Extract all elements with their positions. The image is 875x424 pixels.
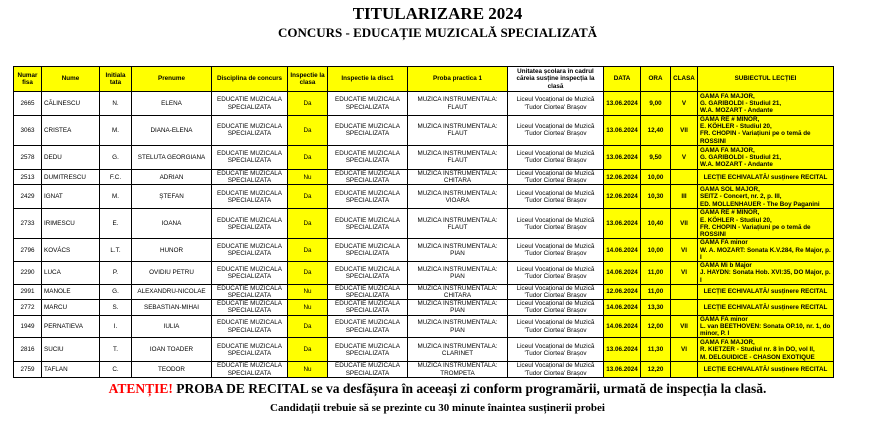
col-header-inspectie-clasa: Inspectie la clasa [288, 67, 328, 92]
cell-numar-fisa: 3063 [14, 116, 42, 146]
cell-initiala-tata: T. [100, 338, 132, 362]
cell-ora: 9,50 [641, 145, 671, 169]
cell-initiala-tata: G. [100, 284, 132, 299]
subiect-line: GAMA FA MAJOR, [700, 339, 755, 347]
cell-disciplina: EDUCATIE MUZICALA SPECIALIZATA [212, 362, 288, 377]
cell-data: 12.06.2024 [604, 169, 641, 184]
cell-unitatea: Liceul Vocațional de Muzică 'Tudor Ciortea' Brașov [508, 338, 604, 362]
subiect-line: W.A. MOZART - Andante [700, 161, 773, 169]
cell-prenume: DIANA-ELENA [132, 116, 212, 146]
cell-subiectul [698, 185, 834, 209]
cell-prenume: SEBASTIAN-MIHAI [132, 300, 212, 315]
cell-numar-fisa: 2772 [14, 300, 42, 315]
cell-inspectie-clasa: Da [288, 145, 328, 169]
cell-initiala-tata: S. [100, 300, 132, 315]
cell-disciplina: EDUCATIE MUZICALA SPECIALIZATA [212, 92, 288, 116]
cell-prenume: IULIA [132, 315, 212, 338]
page-title: TITULARIZARE 2024 [352, 4, 523, 23]
cell-clasa: VII [671, 209, 698, 239]
subiect-line: R. KIETZER - Studiul nr. 8 în DO, vol II, [700, 346, 815, 354]
cell-inspectie-disc: EDUCATIE MUZICALA SPECIALIZATA [328, 185, 408, 209]
cell-proba-practica: MUZICA INSTRUMENTALA: PIAN [408, 315, 508, 338]
cell-inspectie-disc: EDUCATIE MUZICALA SPECIALIZATA [328, 145, 408, 169]
cell-inspectie-clasa: Nu [288, 284, 328, 299]
cell-clasa [671, 362, 698, 377]
subiect-line: SEITZ - Concert, nr. 2, p. III, [700, 193, 782, 201]
cell-data: 14.06.2024 [604, 300, 641, 315]
cell-inspectie-disc: EDUCATIE MUZICALA SPECIALIZATA [328, 262, 408, 285]
cell-proba-practica: MUZICA INSTRUMENTALA: VIOARA [408, 185, 508, 209]
cell-numar-fisa: 2665 [14, 92, 42, 116]
cell-nume: MARCU [42, 300, 100, 315]
cell-clasa: VI [671, 262, 698, 285]
cell-unitatea: Liceul Vocațional de Muzică 'Tudor Ciortea' Brașov [508, 362, 604, 377]
cell-unitatea: Liceul Vocațional de Muzică 'Tudor Ciortea' Brașov [508, 262, 604, 285]
table-row [14, 300, 834, 315]
cell-unitatea: Liceul Vocațional de Muzică 'Tudor Ciortea' Brașov [508, 315, 604, 338]
cell-clasa: V [671, 92, 698, 116]
cell-clasa [671, 284, 698, 299]
cell-prenume: HUNOR [132, 239, 212, 262]
table-row [14, 209, 834, 239]
cell-prenume: IOANA [132, 209, 212, 239]
col-header-initiala-tata: Initiala tata [100, 67, 132, 92]
subiect-line: GAMA Mi b Major [700, 262, 752, 270]
warning-label: ATENȚIE! [108, 381, 173, 396]
cell-ora: 11,00 [641, 284, 671, 299]
cell-data: 14.06.2024 [604, 315, 641, 338]
table-row [14, 338, 834, 362]
cell-subiectul [698, 315, 834, 338]
cell-numar-fisa: 2578 [14, 145, 42, 169]
cell-inspectie-disc: EDUCATIE MUZICALA SPECIALIZATA [328, 284, 408, 299]
cell-subiectul [698, 145, 834, 169]
table-row [14, 92, 834, 116]
cell-data: 13.06.2024 [604, 209, 641, 239]
table-row [14, 169, 834, 184]
cell-subiectul [698, 169, 834, 184]
cell-nume: TAFLAN [42, 362, 100, 377]
cell-clasa [671, 169, 698, 184]
col-header-clasa: CLASA [671, 67, 698, 92]
cell-prenume: ȘTEFAN [132, 185, 212, 209]
cell-nume: CRISTEA [42, 116, 100, 146]
subiect-line: ED. MOLLENHAUER - The Boy Paganini [700, 200, 820, 208]
cell-proba-practica: MUZICA INSTRUMENTALA: FLAUT [408, 92, 508, 116]
cell-initiala-tata: M. [100, 185, 132, 209]
subiect-line: W.A. MOZART - Andante [700, 107, 773, 115]
cell-disciplina: EDUCATIE MUZICALA SPECIALIZATA [212, 300, 288, 315]
col-header-proba-practica: Proba practica 1 [408, 67, 508, 92]
subiect-line: L. van BEETHOVEN: Sonata OP.10, nr. 1, do minor, P. I [700, 322, 831, 338]
cell-inspectie-disc: EDUCATIE MUZICALA SPECIALIZATA [328, 209, 408, 239]
subiect-line: GAMA FA MAJOR, [700, 92, 755, 100]
cell-inspectie-clasa: Da [288, 315, 328, 338]
subiect-line: LECȚIE ECHIVALATĂ/ susținere RECITAL [703, 303, 828, 311]
cell-nume: KOVÁCS [42, 239, 100, 262]
subiect-line: LECȚIE ECHIVALATĂ/ susținere RECITAL [703, 366, 828, 373]
cell-proba-practica: MUZICA INSTRUMENTALA: PIAN [408, 239, 508, 262]
cell-unitatea: Liceul Vocațional de Muzică 'Tudor Ciortea' Brașov [508, 209, 604, 239]
subiect-line: GAMA SOL MAJOR, [700, 186, 760, 194]
cell-initiala-tata: E. [100, 209, 132, 239]
col-header-inspectie-disc: Inspectie la disc1 [328, 67, 408, 92]
cell-data: 14.06.2024 [604, 262, 641, 285]
cell-data: 13.06.2024 [604, 145, 641, 169]
cell-prenume: ELENA [132, 92, 212, 116]
cell-prenume: TEODOR [132, 362, 212, 377]
cell-clasa: VII [671, 315, 698, 338]
cell-clasa: V [671, 145, 698, 169]
cell-ora: 12,20 [641, 362, 671, 377]
col-header-disciplina: Disciplina de concurs [212, 67, 288, 92]
cell-inspectie-disc: EDUCATIE MUZICALA SPECIALIZATA [328, 239, 408, 262]
cell-nume: CĂLINESCU [42, 92, 100, 116]
cell-disciplina: EDUCATIE MUZICALA SPECIALIZATA [212, 169, 288, 184]
cell-inspectie-clasa: Da [288, 92, 328, 116]
cell-proba-practica: MUZICA INSTRUMENTALA: CHITARA [408, 169, 508, 184]
cell-inspectie-clasa: Da [288, 116, 328, 146]
subiect-line: E. KÖHLER - Studiul 20, [700, 216, 772, 224]
table-row [14, 116, 834, 146]
notice-text: PROBA DE RECITAL se va desfășura în aceeași zi conform programării, urmată de inspecția la clasă. [176, 381, 767, 396]
cell-initiala-tata: P. [100, 262, 132, 285]
cell-unitatea: Liceul Vocațional de Muzică 'Tudor Ciortea' Brașov [508, 300, 604, 315]
subiect-line: G. GARIBOLDI - Studiul 21, [700, 99, 782, 107]
page-subtitle: CONCURS - EDUCAȚIE MUZICALĂ SPECIALIZATĂ [277, 25, 598, 40]
cell-subiectul [698, 338, 834, 362]
cell-subiectul [698, 92, 834, 116]
cell-initiala-tata: M. [100, 116, 132, 146]
subiect-line: LECȚIE ECHIVALATĂ/ susținere RECITAL [703, 288, 828, 296]
cell-inspectie-clasa: Da [288, 185, 328, 209]
cell-proba-practica: MUZICA INSTRUMENTALA: PIAN [408, 300, 508, 315]
cell-proba-practica: MUZICA INSTRUMENTALA: TROMPETA [408, 362, 508, 377]
cell-inspectie-disc: EDUCATIE MUZICALA SPECIALIZATA [328, 92, 408, 116]
cell-initiala-tata: L.T. [100, 239, 132, 262]
cell-inspectie-clasa: Nu [288, 362, 328, 377]
cell-initiala-tata: F.C. [100, 169, 132, 184]
subiect-line: GAMA FA MAJOR, [700, 146, 755, 154]
cell-inspectie-disc: EDUCATIE MUZICALA SPECIALIZATA [328, 116, 408, 146]
cell-nume: LUCA [42, 262, 100, 285]
subiect-line: FR. CHOPIN - Variațiuni pe o temă de ROSSINI [700, 130, 811, 145]
cell-prenume: STELUTA GEORGIANA [132, 145, 212, 169]
col-header-prenume: Prenume [132, 67, 212, 92]
cell-disciplina: EDUCATIE MUZICALA SPECIALIZATA [212, 315, 288, 338]
cell-numar-fisa: 2290 [14, 262, 42, 285]
cell-numar-fisa: 2759 [14, 362, 42, 377]
cell-unitatea: Liceul Vocațional de Muzică 'Tudor Ciortea' Brașov [508, 239, 604, 262]
cell-initiala-tata: C. [100, 362, 132, 377]
cell-inspectie-disc: EDUCATIE MUZICALA SPECIALIZATA [328, 315, 408, 338]
cell-subiectul [698, 284, 834, 299]
subiect-line: M. DELGUIDICE - CHASON EXOTIQUE [700, 353, 815, 361]
cell-ora: 10,40 [641, 209, 671, 239]
cell-clasa: VII [671, 116, 698, 146]
cell-numar-fisa: 2991 [14, 284, 42, 299]
cell-inspectie-clasa: Da [288, 239, 328, 262]
cell-inspectie-disc: EDUCATIE MUZICALA SPECIALIZATA [328, 300, 408, 315]
cell-data: 12.06.2024 [604, 185, 641, 209]
cell-data: 13.06.2024 [604, 116, 641, 146]
subiect-line: J. HAYDN: Sonata Hob. XVI:35, DO Major, p. I [700, 269, 831, 284]
cell-initiala-tata: G. [100, 145, 132, 169]
table-row [14, 239, 834, 262]
cell-clasa [671, 300, 698, 315]
cell-nume: MANOLE [42, 284, 100, 299]
cell-unitatea: Liceul Vocațional de Muzică 'Tudor Ciortea' Brașov [508, 185, 604, 209]
subiect-line: LECȚIE ECHIVALATĂ/ susținere RECITAL [703, 173, 828, 181]
cell-ora: 12,40 [641, 116, 671, 146]
cell-numar-fisa: 2513 [14, 169, 42, 184]
col-header-unitatea: Unitatea școlara în cadrul căreia susține inspecția la clasă [508, 67, 604, 92]
cell-nume: SUCIU [42, 338, 100, 362]
schedule-table [13, 66, 834, 378]
cell-ora: 12,00 [641, 315, 671, 338]
subiect-line: GAMA RE # MINOR, [700, 209, 760, 217]
cell-subiectul [698, 362, 834, 377]
subiect-line: W. A. MOZART: Sonata K.V.284, Re Major, p. I [700, 246, 831, 261]
cell-disciplina: EDUCATIE MUZICALA SPECIALIZATA [212, 209, 288, 239]
table-row [14, 315, 834, 338]
cell-prenume: OVIDIU PETRU [132, 262, 212, 285]
cell-unitatea: Liceul Vocațional de Muzică 'Tudor Ciortea' Brașov [508, 284, 604, 299]
cell-numar-fisa: 1949 [14, 315, 42, 338]
cell-proba-practica: MUZICA INSTRUMENTALA: CHITARA [408, 284, 508, 299]
cell-initiala-tata: N. [100, 92, 132, 116]
cell-disciplina: EDUCATIE MUZICALA SPECIALIZATA [212, 284, 288, 299]
recital-notice [0, 381, 875, 397]
cell-numar-fisa: 2816 [14, 338, 42, 362]
cell-inspectie-clasa: Da [288, 209, 328, 239]
table-row [14, 185, 834, 209]
cell-proba-practica: MUZICA INSTRUMENTALA: PIAN [408, 262, 508, 285]
cell-data: 13.06.2024 [604, 362, 641, 377]
cell-data: 12.06.2024 [604, 284, 641, 299]
cell-nume: IGNAT [42, 185, 100, 209]
cell-unitatea: Liceul Vocațional de Muzică 'Tudor Ciortea' Brașov [508, 116, 604, 146]
cell-disciplina: EDUCATIE MUZICALA SPECIALIZATA [212, 116, 288, 146]
subiect-line: GAMA FA minor [700, 315, 748, 323]
cell-subiectul [698, 262, 834, 285]
cell-clasa: VI [671, 239, 698, 262]
col-header-data: DATA [604, 67, 641, 92]
cell-disciplina: EDUCATIE MUZICALA SPECIALIZATA [212, 338, 288, 362]
cell-numar-fisa: 2429 [14, 185, 42, 209]
header-row [14, 67, 834, 92]
cell-clasa: VI [671, 338, 698, 362]
col-header-nume: Nume [42, 67, 100, 92]
cell-prenume: ADRIAN [132, 169, 212, 184]
cell-ora: 13,30 [641, 300, 671, 315]
cell-inspectie-disc: EDUCATIE MUZICALA SPECIALIZATA [328, 169, 408, 184]
cell-inspectie-clasa: Da [288, 338, 328, 362]
cell-disciplina: EDUCATIE MUZICALA SPECIALIZATA [212, 145, 288, 169]
cell-nume: DUMITRESCU [42, 169, 100, 184]
cell-nume: DEDU [42, 145, 100, 169]
subiect-line: E. KÖHLER - Studiul 20, [700, 123, 772, 131]
cell-ora: 10,00 [641, 169, 671, 184]
table-row [14, 262, 834, 285]
cell-ora: 9,00 [641, 92, 671, 116]
cell-subiectul [698, 239, 834, 262]
cell-subiectul [698, 300, 834, 315]
cell-disciplina: EDUCATIE MUZICALA SPECIALIZATA [212, 185, 288, 209]
cell-disciplina: EDUCATIE MUZICALA SPECIALIZATA [212, 239, 288, 262]
cell-proba-practica: MUZICA INSTRUMENTALA: FLAUT [408, 116, 508, 146]
subiect-line: FR. CHOPIN - Variațiuni pe o temă de ROSSINI [700, 223, 811, 239]
col-header-subiectul: SUBIECTUL LECȚIEI [698, 67, 834, 92]
subiect-line: GAMA RE # MINOR, [700, 116, 760, 123]
cell-clasa: III [671, 185, 698, 209]
cell-numar-fisa: 2796 [14, 239, 42, 262]
cell-ora: 10,00 [641, 239, 671, 262]
cell-subiectul [698, 116, 834, 146]
cell-unitatea: Liceul Vocațional de Muzică 'Tudor Ciortea' Brașov [508, 169, 604, 184]
cell-prenume: IOAN TOADER [132, 338, 212, 362]
cell-prenume: ALEXANDRU-NICOLAE [132, 284, 212, 299]
col-header-numar-fisa: Numar fisa [14, 67, 42, 92]
subiect-line: G. GARIBOLDI - Studiul 21, [700, 153, 782, 161]
cell-proba-practica: MUZICA INSTRUMENTALA: FLAUT [408, 145, 508, 169]
cell-nume: PERNATIEVA [42, 315, 100, 338]
cell-data: 13.06.2024 [604, 92, 641, 116]
cell-disciplina: EDUCATIE MUZICALA SPECIALIZATA [212, 262, 288, 285]
table-row [14, 145, 834, 169]
col-header-ora: ORA [641, 67, 671, 92]
table-row [14, 362, 834, 377]
cell-inspectie-clasa: Nu [288, 169, 328, 184]
cell-proba-practica: MUZICA INSTRUMENTALA: FLAUT [408, 209, 508, 239]
cell-nume: IRIMESCU [42, 209, 100, 239]
cell-data: 13.06.2024 [604, 338, 641, 362]
cell-numar-fisa: 2733 [14, 209, 42, 239]
subiect-line: GAMA FA minor [700, 239, 748, 247]
cell-initiala-tata: I. [100, 315, 132, 338]
cell-inspectie-clasa: Da [288, 262, 328, 285]
cell-ora: 11,30 [641, 338, 671, 362]
cell-proba-practica: MUZICA INSTRUMENTALA: CLARINET [408, 338, 508, 362]
cell-ora: 11,00 [641, 262, 671, 285]
arrival-notice: Candidații trebuie să se prezinte cu 30 minute înaintea susținerii probei [270, 402, 605, 414]
cell-unitatea: Liceul Vocațional de Muzică 'Tudor Ciortea' Brașov [508, 92, 604, 116]
cell-inspectie-disc: EDUCATIE MUZICALA SPECIALIZATA [328, 338, 408, 362]
cell-data: 14.06.2024 [604, 239, 641, 262]
cell-unitatea: Liceul Vocațional de Muzică 'Tudor Ciortea' Brașov [508, 145, 604, 169]
cell-subiectul [698, 209, 834, 239]
cell-inspectie-clasa: Nu [288, 300, 328, 315]
table-row [14, 284, 834, 299]
cell-ora: 10,30 [641, 185, 671, 209]
cell-inspectie-disc: EDUCATIE MUZICALA SPECIALIZATA [328, 362, 408, 377]
